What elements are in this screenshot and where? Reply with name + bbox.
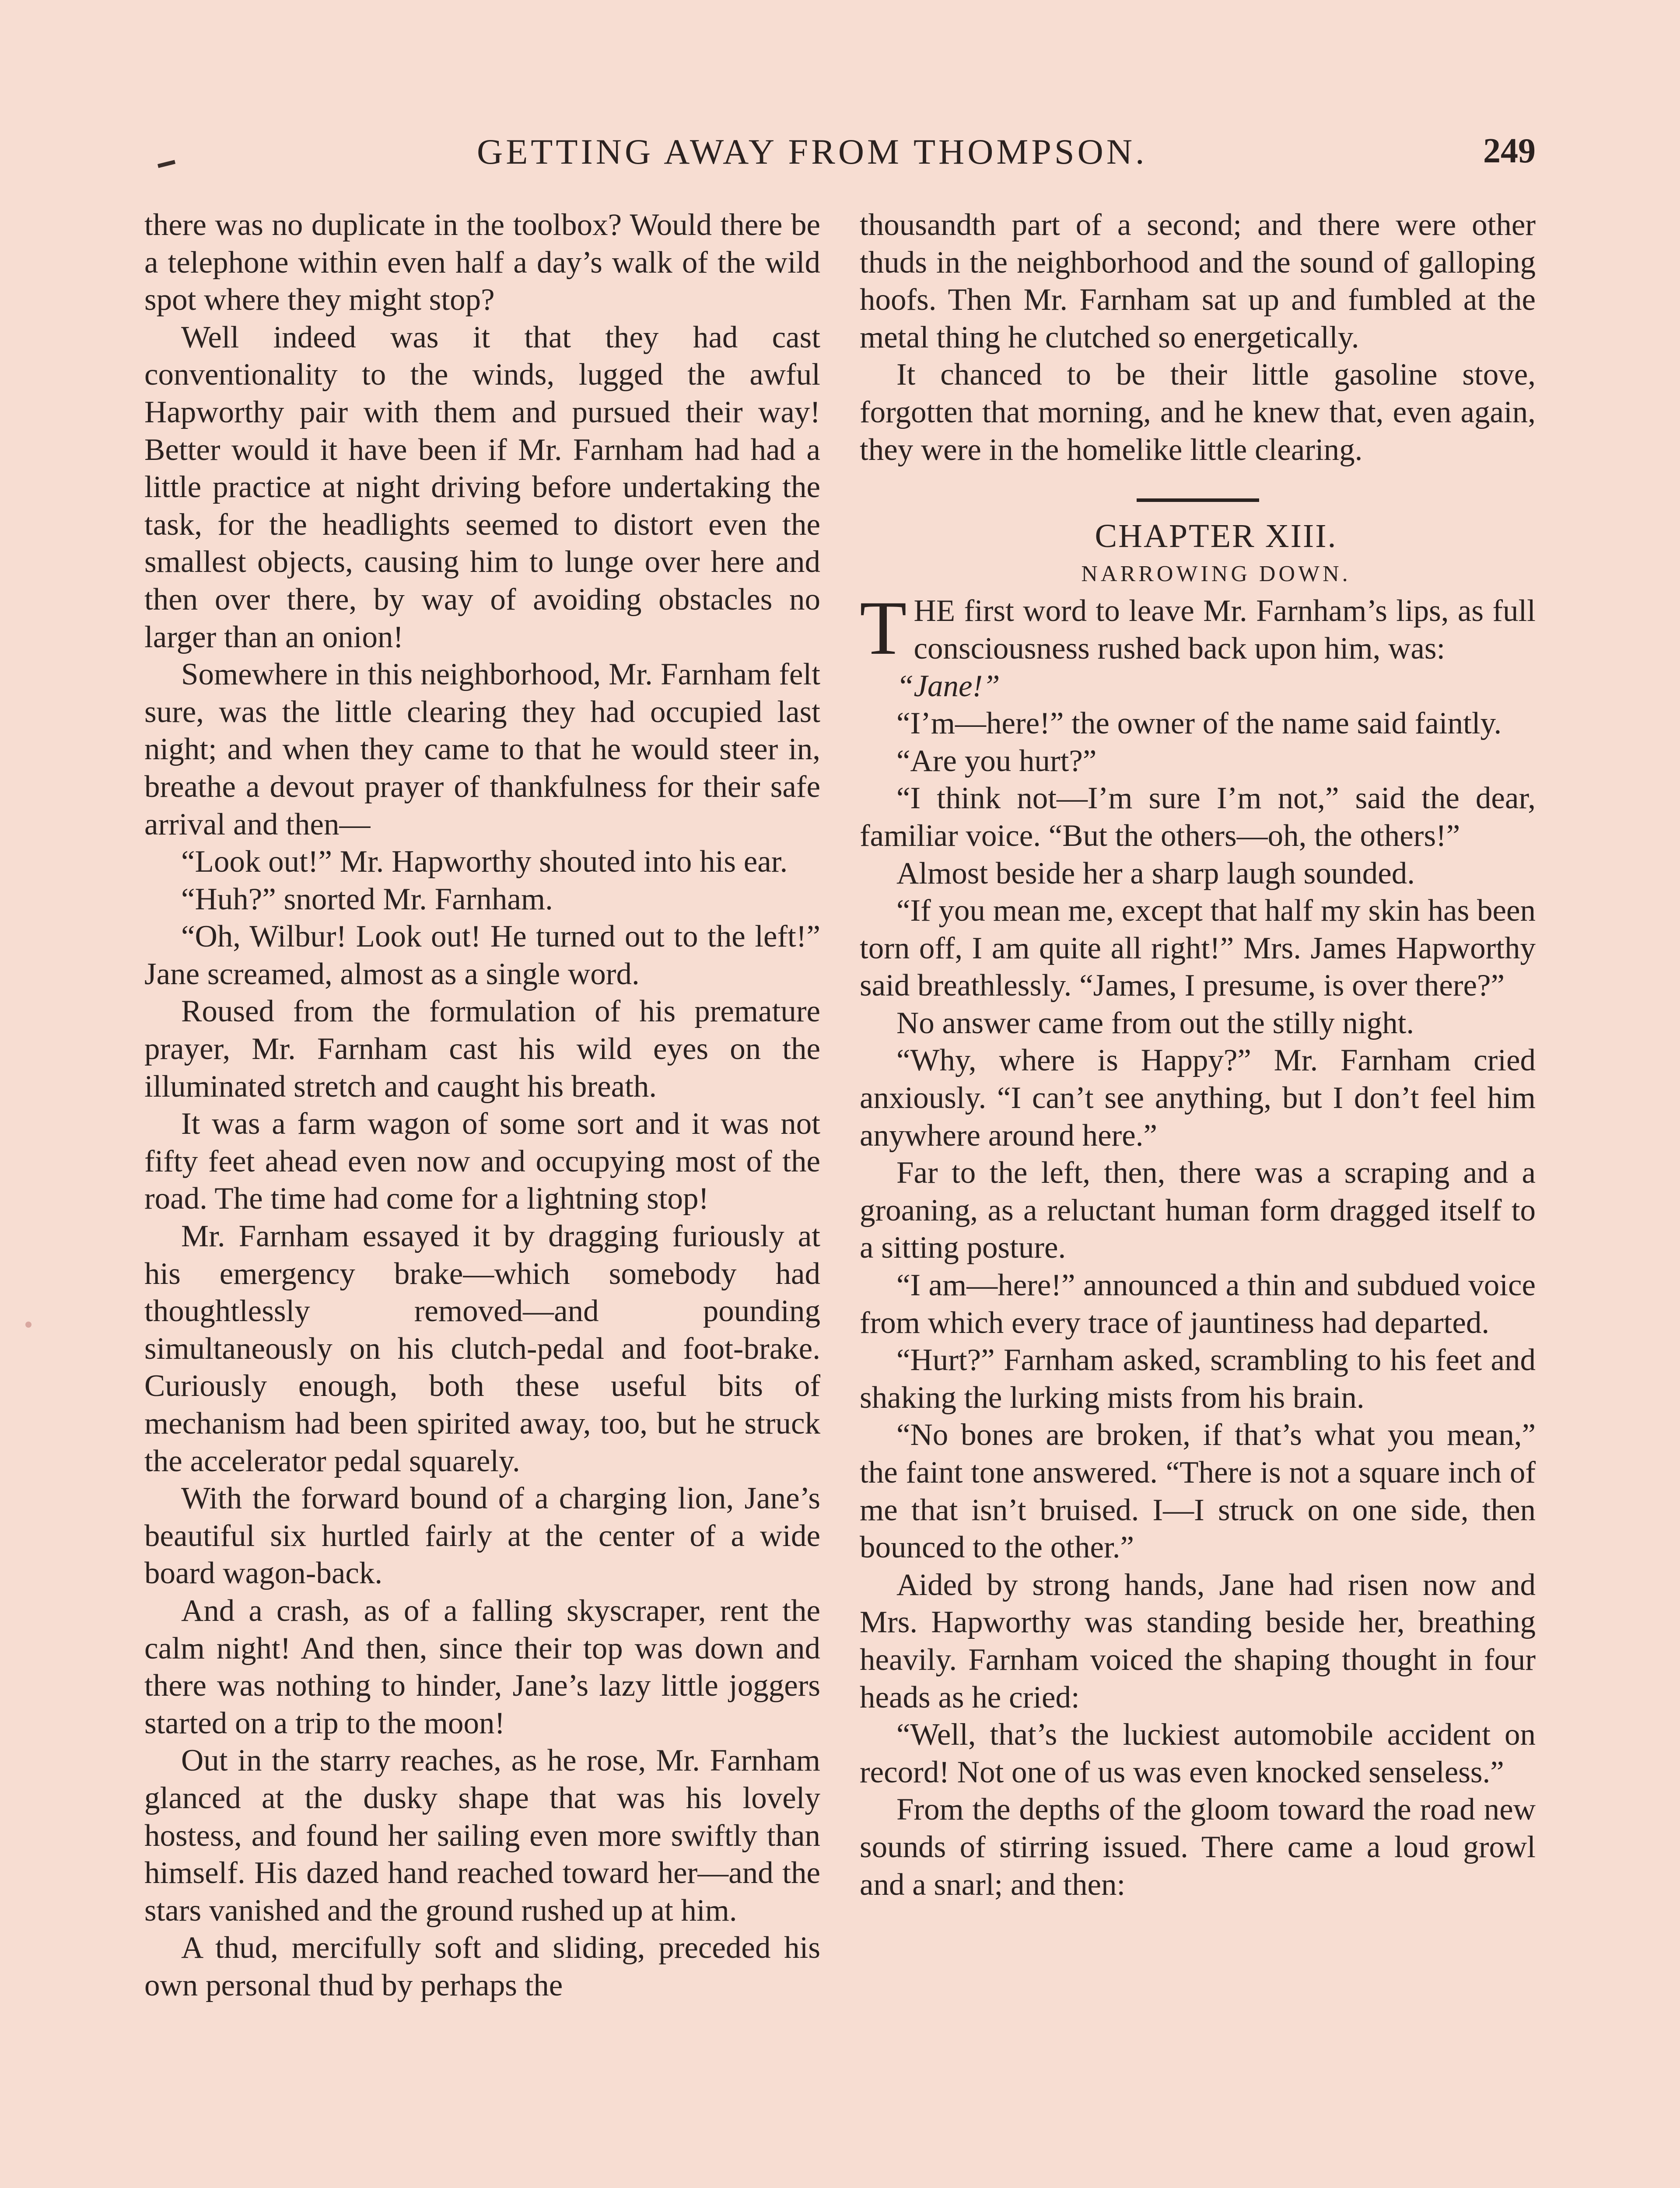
running-title: GETTING AWAY FROM THOMPSON.	[477, 132, 1148, 172]
paragraph: Far to the left, then, there was a scraping and a groaning, as a reluctant human form dragged itself to a sitting posture.	[860, 1156, 1536, 1265]
paragraph: there was no duplicate in the toolbox? Would there be a telephone within even half a day’s walk of the wild spot where they might stop?	[144, 208, 820, 317]
paragraph: “Huh?” snorted Mr. Farnham.	[181, 882, 553, 916]
paragraph: A thud, mercifully soft and sliding, preceded his own personal thud by perhaps the	[144, 1931, 820, 2002]
print-mark	[158, 160, 177, 173]
paragraph: Well indeed was it that they had cast conventionality to the winds, lugged the awful Hapworthy pair with them and pursued their way! Better would it have been if Mr. Farnham had had a little practice at night driving before undertaking the task, for the headlights seemed to distort even the smallest objects, causing him to lunge over here and then over there, by way of avoiding obstacles no larger than an onion!	[144, 320, 820, 654]
paragraph: Somewhere in this neighborhood, Mr. Farnham felt sure, was the little clearing they had occupied last night; and when they came to that he would steer in, breathe a devout prayer of thankfulness for their safe arrival and then—	[144, 657, 820, 842]
paragraph: “Oh, Wilbur! Look out! He turned out to the left!” Jane screamed, almost as a single word.	[144, 919, 820, 991]
paragraph: “I think not—I’m sure I’m not,” said the dear, familiar voice. “But the others—oh, the others!”	[860, 781, 1536, 853]
paragraph: “No bones are broken, if that’s what you mean,” the faint tone answered. “There is not a square inch of me that isn’t bruised. I—I struck on one side, then bounced to the other.”	[860, 1418, 1536, 1565]
paragraph: “Well, that’s the luckiest automobile accident on record! Not one of us was even knocked senseless.”	[860, 1718, 1536, 1789]
paragraph: Aided by strong hands, Jane had risen now and Mrs. Hapworthy was standing beside her, breathing heavily. Farnham voiced the shaping thought in four heads as he cried:	[860, 1567, 1536, 1715]
paragraph: From the depths of the gloom toward the road new sounds of stirring issued. There came a loud growl and a snarl; and then:	[860, 1792, 1536, 1902]
paragraph: With the forward bound of a charging lion, Jane’s beautiful six hurtled fairly at the center of a wide board wagon-back.	[144, 1481, 820, 1591]
paragraph: Almost beside her a sharp laugh sounded.	[896, 856, 1415, 891]
paragraph: “Hurt?” Farnham asked, scrambling to his feet and shaking the lurking mists from his brain.	[860, 1343, 1536, 1415]
opening-text: HE first word to leave Mr. Farnham’s lips, as full consciousness rushed back upon him, was:	[914, 594, 1536, 666]
paragraph: “I’m—here!” the owner of the name said faintly.	[896, 706, 1502, 741]
paper-spot	[25, 1322, 32, 1328]
paragraph: And a crash, as of a falling skyscraper, rent the calm night! And then, since their top was down and there was nothing to hinder, Jane’s lazy little joggers started on a trip to the moon!	[144, 1593, 820, 1740]
chapter-opening-paragraph	[860, 586, 1536, 671]
paragraph: “Jane!”	[896, 669, 1000, 703]
left-column	[144, 207, 820, 2005]
paragraph: Mr. Farnham essayed it by dragging furiously at his emergency brake—which somebody had thoughtlessly removed—and pounding simultaneously on his clutch-pedal and foot-brake. Curiously enough, both these useful bits of mechanism had been spirited away, too, but he struck the accelerator pedal squarely.	[144, 1219, 820, 1478]
paragraph: It was a farm wagon of some sort and it was not fifty feet ahead even now and occupying most of the road. The time had come for a lightning stop!	[144, 1107, 820, 1216]
drop-cap: T	[860, 586, 907, 671]
paragraph: Roused from the formulation of his premature prayer, Mr. Farnham cast his wild eyes on the illuminated stretch and caught his breath.	[144, 994, 820, 1104]
section-divider	[1137, 498, 1259, 502]
paragraph: Out in the starry reaches, as he rose, Mr. Farnham glanced at the dusky shape that was his lovely hostess, and found her sailing even more swiftly than himself. His dazed hand reached toward her—and the stars vanished and the ground rushed up at him.	[144, 1743, 820, 1928]
chapter-subtitle: NARROWING DOWN.	[1081, 561, 1351, 586]
page-number: 249	[1483, 132, 1536, 170]
paragraph: “If you mean me, except that half my skin has been torn off, I am quite all right!” Mrs. James Hapworthy said breathlessly. “James, I presume, is over there?”	[860, 894, 1536, 1003]
paragraph: It chanced to be their little gasoline stove, forgotten that morning, and he knew that, even again, they were in the homelike little clearing.	[860, 358, 1536, 467]
paragraph: “Look out!” Mr. Hapworthy shouted into his ear.	[181, 845, 788, 879]
paragraph: “Why, where is Happy?” Mr. Farnham cried anxiously. “I can’t see anything, but I don’t feel him anywhere around here.”	[860, 1043, 1536, 1153]
right-column	[860, 207, 1536, 1904]
paragraph: No answer came from out the stilly night.	[896, 1006, 1414, 1040]
paragraph: “Are you hurt?”	[896, 743, 1097, 778]
paragraph: “I am—here!” announced a thin and subdued voice from which every trace of jauntiness had departed.	[860, 1268, 1536, 1340]
paragraph: thousandth part of a second; and there were other thuds in the neighborhood and the sound of galloping hoofs. Then Mr. Farnham sat up and fumbled at the metal thing he clutched so energetically.	[860, 208, 1536, 354]
chapter-title: CHAPTER XIII.	[1095, 518, 1337, 555]
